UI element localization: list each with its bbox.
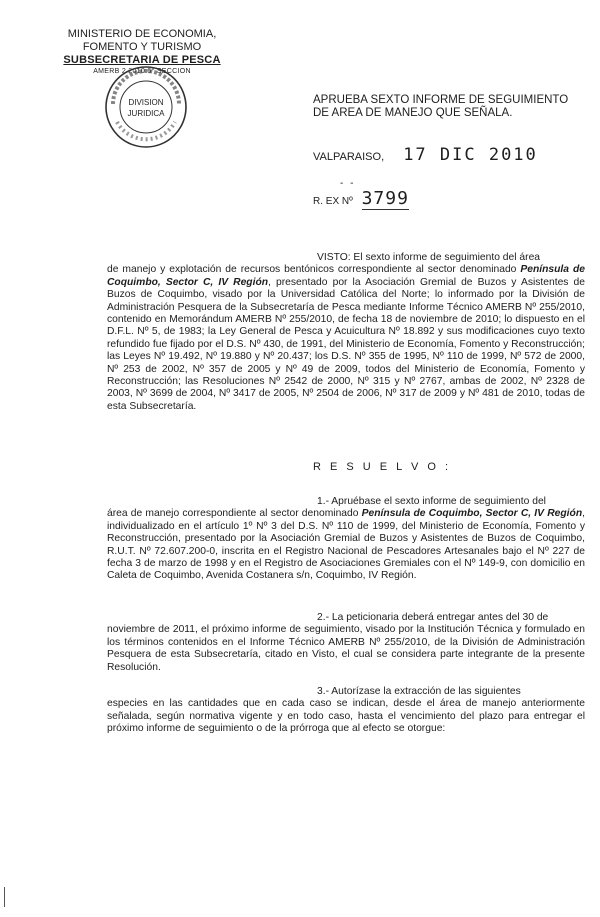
article-1-lead: 1.- Apruébase el sexto informe de seguimiento del xyxy=(317,496,546,507)
article-1-text-1: área de manejo correspondiente al sector denominado xyxy=(107,508,362,520)
city-label: VALPARAISO, xyxy=(313,151,385,163)
letterhead-small-line: AMERB 2 2010 6° SECCION xyxy=(93,68,191,75)
article-3-text: especies en las cantidades que en cada caso se indican, desde el área de manejo anteriormente señalada, según normativa vigente y en todo caso, hasta el vencimiento del plazo para entregar el próximo informe de seguimiento o de la prórroga que al efecto se otorgue: xyxy=(107,698,585,735)
article-2-lead: 2.- La peticionaria deberá entregar antes del 30 de xyxy=(317,612,549,623)
resolution-number-line xyxy=(313,188,583,209)
article-1-text-2: , individualizado en el artículo 1º Nº 3 del D.S. Nº 110 de 1999, del Ministerio de Economía, Fomento y Reconstrucción, presentado por la Asociación Gremial de Buzos y Asistentes de Buzos de Coquimbo, R.U.T. Nº 72.607.200-0, inscrita en el Registro Nacional de Pescadores Artesanales bajo el Nº 227 de fecha 3 de marzo de 1998 y en el Registro de Asociaciones Gremiales con el Nº 149-9, con domicilio en Caleta de Coquimbo, Avenida Costanera s/n, Coquimbo, IV Región. xyxy=(107,508,585,582)
resuelvo-heading: R E S U E L V O : xyxy=(313,461,452,473)
ministry-line-2: FOMENTO Y TURISMO xyxy=(82,41,202,53)
resolution-subject: APRUEBA SEXTO INFORME DE SEGUIMIENTO DE AREA DE MANEJO QUE SEÑALA. xyxy=(313,94,569,119)
resolution-number: 3799 xyxy=(361,188,409,209)
handwritten-date: 17 DIC 2010 xyxy=(403,145,538,165)
resolution-label: R. EX Nº xyxy=(313,196,353,207)
division-juridica-stamp xyxy=(103,64,189,150)
article-1-paragraph xyxy=(107,496,585,583)
stamp-center-line-2: JURIDICA xyxy=(127,109,165,118)
subsecretaria-name: SUBSECRETARIA DE PESCA xyxy=(63,54,221,66)
stamp-center-line-1: DIVISION xyxy=(128,98,164,107)
article-3-lead: 3.- Autorízase la extracción de las siguientes xyxy=(317,686,521,697)
article-3-paragraph xyxy=(107,686,585,736)
ministry-line-1: MINISTERIO DE ECONOMIA, xyxy=(67,28,217,40)
visto-lead: VISTO: El sexto informe de seguimiento del área xyxy=(317,252,541,263)
article-1-sector-name: Península de Coquimbo, Sector C, IV Región xyxy=(361,508,583,520)
margin-mark xyxy=(4,887,5,907)
visto-text-1: de manejo y explotación de recursos bentónicos correspondiente al sector denominado xyxy=(107,264,521,276)
visto-paragraph xyxy=(107,252,585,413)
article-2-paragraph xyxy=(107,612,585,674)
date-line xyxy=(313,145,583,165)
visto-sector-name: Península de Coquimbo, Sector C, IV Región xyxy=(107,264,585,288)
article-2-text: noviembre de 2011, el próximo informe de seguimiento, visado por la Institución Técnica y formulado en los términos contenidos en el Informe Técnico AMERB Nº 255/2010, de la División de Administración Pesquera de esta Subsecretaría, citado en Visto, el cual se considera parte integrante de la presente Resolución. xyxy=(107,624,585,673)
visto-text-2: , presentado por la Asociación Gremial de Buzos y Asistentes de Buzos de Coquimbo, visado por la Universidad Católica del Norte; lo informado por la División de Administración Pesquera de la Subsecretaría de Pesca mediante Informe Técnico AMERB Nº 255/2010, contenido en Memorándum AMERB Nº 255/2010, de fecha 18 de noviembre de 2010; lo dispuesto en el D.F.L. Nº 5, de 1983; la Ley General de Pesca y Acuicultura Nº 18.892 y sus modificaciones cuyo texto refundido fue fijado por el D.S. Nº 430, de 1991, del Ministerio de Economía, Fomento y Reconstrucción; las Leyes Nº 19.492, Nº 19.880 y Nº 20.437; los D.S. Nº 355 de 1995, Nº 110 de 1999, Nº 572 de 2000, Nº 253 de 2002, Nº 357 de 2005 y Nº 49 de 2009, todos del Ministerio de Economía, Fomento y Reconstrucción; las Resoluciones Nº 2542 de 2000, Nº 315 y Nº 2767, ambas de 2002, Nº 2328 de 2003, Nº 3699 de 2004, Nº 3417 de 2005, Nº 2504 de 2006, Nº 317 de 2009 y Nº 481 de 2010, todas de esta Subsecretaría. xyxy=(107,276,585,412)
resolution-dash: - - xyxy=(340,178,356,189)
